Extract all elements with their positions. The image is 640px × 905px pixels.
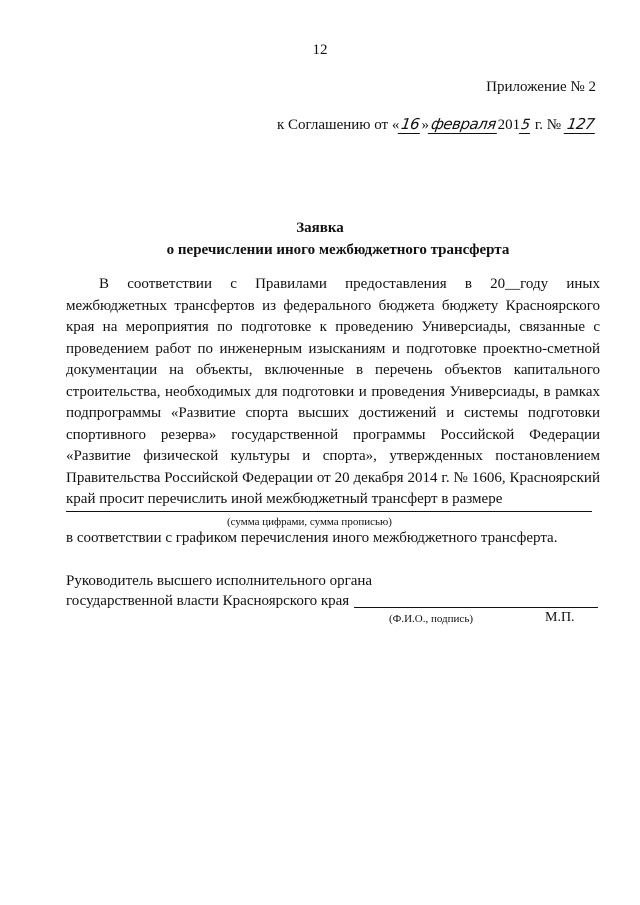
agreement-prefix: к Соглашению от « xyxy=(276,117,400,133)
handwritten-number: 127 xyxy=(564,116,598,134)
signature-caption: (Ф.И.О., подпись) xyxy=(389,613,473,625)
appendix-label: Приложение № 2 xyxy=(486,79,596,95)
signatory-line1: Руководитель высшего исполнительного органа xyxy=(66,573,373,589)
amount-blank-line xyxy=(66,511,592,512)
handwritten-year-digit: 5 xyxy=(520,117,532,133)
seal-mark: М.П. xyxy=(545,610,575,625)
body-text xyxy=(66,274,600,511)
agreement-reference xyxy=(277,116,596,134)
signature-blank-line xyxy=(354,607,598,608)
title-main: Заявка xyxy=(296,220,344,236)
agreement-mid: » xyxy=(421,117,429,133)
title-sub: о перечислении иного межбюджетного трансферта xyxy=(166,242,510,258)
handwritten-month: февраля xyxy=(428,116,499,134)
body-paragraph: В соответствии с Правилами предоставления в 20__году иных межбюджетных трансфертов из федерального бюджета бюджету Красноярского края на мероприятия по подготовке к проведению Универсиады, связанные с проведением работ по инженерным изысканиям и подготовке проектно-сметной документации на объекты, включенные в перечень объектов капитального строительства, необходимых для подготовки и проведения Универсиады, в рамках подпрограммы «Развитие спорта высших достижений и системы подготовки спортивного резерва» государственной программы Российской Федерации «Развитие физической культуры и спорта», утвержденных постановлением Правительства Российской Федерации от 20 декабря 2014 г. № 1606, Красноярский край просит перечислить иной межбюджетный трансферт в размере xyxy=(66,276,600,507)
signatory-line2: государственной власти Красноярского края xyxy=(66,593,350,609)
amount-caption: (сумма цифрами, сумма прописью) xyxy=(227,516,392,528)
document-title xyxy=(0,218,640,260)
agreement-suffix: г. № xyxy=(531,117,565,133)
year-prefix: 201 xyxy=(497,117,521,133)
schedule-text: в соответствии с графиком перечисления иного межбюджетного трансферта. xyxy=(66,530,558,546)
handwritten-day: 16 xyxy=(398,116,423,134)
page-number: 12 xyxy=(312,42,328,58)
